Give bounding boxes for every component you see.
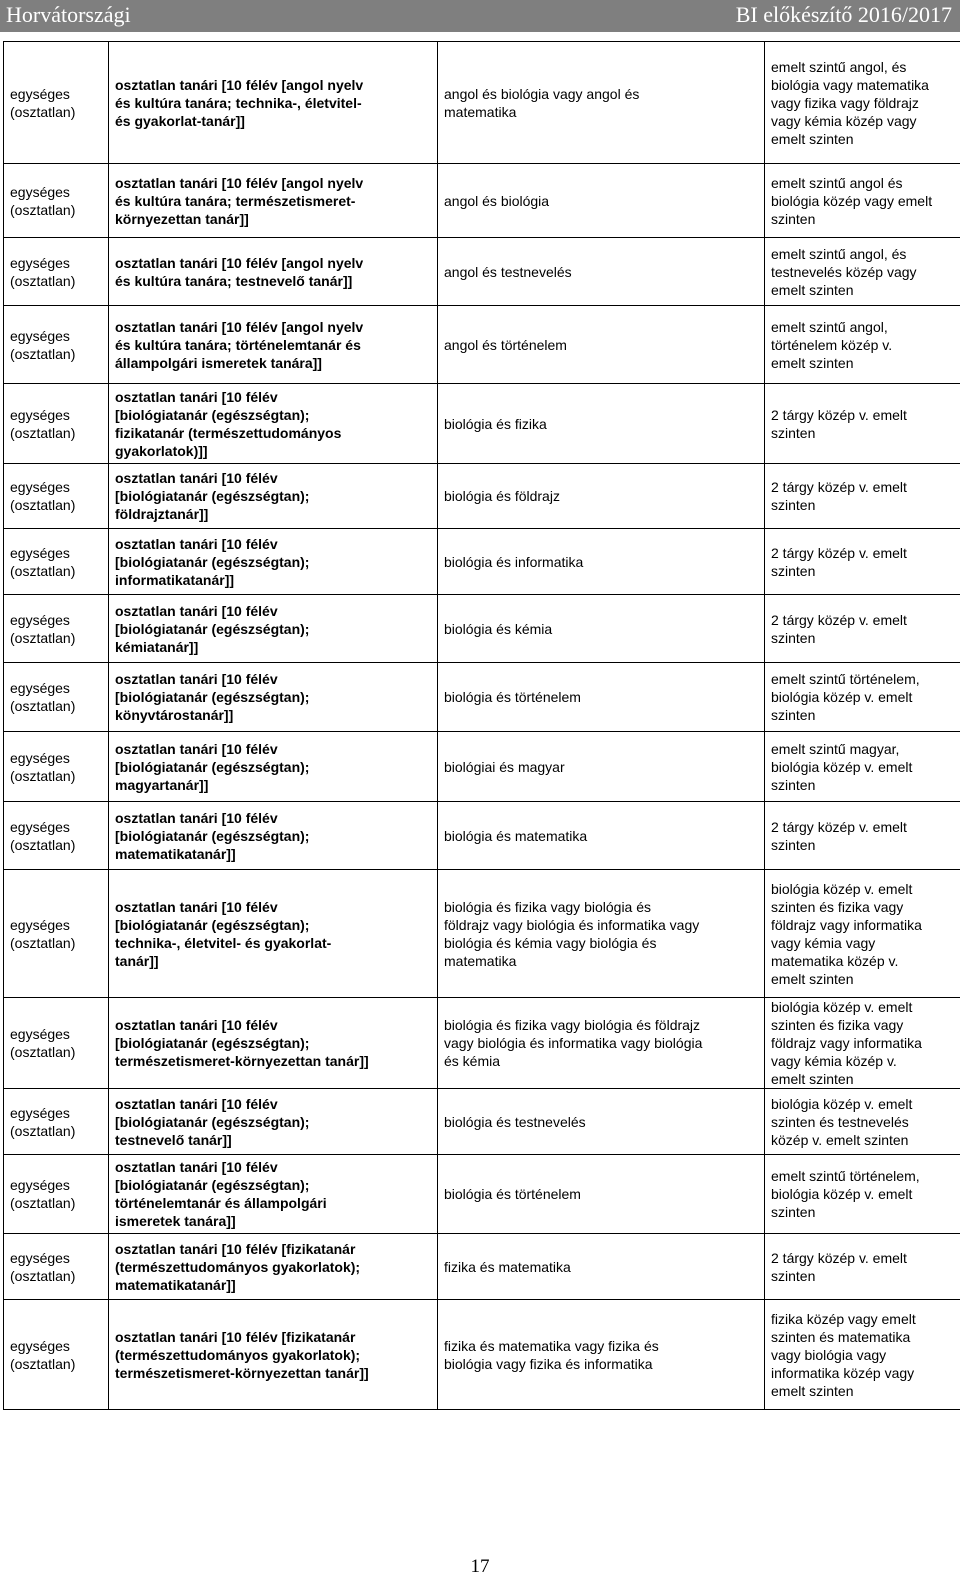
subjects-cell: biológia és informatika [438,529,765,595]
page-header [0,0,960,32]
program-name-cell: osztatlan tanári [10 félév [angol nyelv és kultúra tanára; technika-, életvitel- és gyakorlat-tanár]] [109,42,438,164]
program-type-cell: egységes (osztatlan) [4,1155,109,1234]
program-name-cell: osztatlan tanári [10 félév [angol nyelv és kultúra tanára; természetismeret- környezettan tanár]] [109,164,438,238]
programs-table [3,41,960,1410]
subjects-cell: biológia és fizika vagy biológia és földrajz vagy biológia és informatika vagy biológia és kémia [438,998,765,1089]
program-name-cell: osztatlan tanári [10 félév [biológiatanár (egészségtan); földrajztanár]] [109,464,438,529]
program-type-cell: egységes (osztatlan) [4,1300,109,1410]
levels-cell: biológia közép v. emelt szinten és fizika vagy földrajz vagy informatika vagy kémia közép v. emelt szinten [765,998,960,1089]
subjects-cell: angol és biológia [438,164,765,238]
subjects-cell: biológia és matematika [438,802,765,870]
table-row [4,529,960,595]
levels-cell: 2 tárgy közép v. emelt szinten [765,595,960,663]
table-row [4,384,960,464]
program-name-cell: osztatlan tanári [10 félév [fizikatanár (természettudományos gyakorlatok); matematikatanár]] [109,1234,438,1300]
program-type-cell: egységes (osztatlan) [4,306,109,384]
program-type-cell: egységes (osztatlan) [4,998,109,1089]
table-row [4,1300,960,1410]
subjects-cell: fizika és matematika [438,1234,765,1300]
levels-cell: 2 tárgy közép v. emelt szinten [765,1234,960,1300]
program-type-cell: egységes (osztatlan) [4,238,109,306]
programs-table-body [4,42,960,1410]
table-row [4,464,960,529]
program-name-cell: osztatlan tanári [10 félév [biológiatanár (egészségtan); kémiatanár]] [109,595,438,663]
program-type-cell: egységes (osztatlan) [4,529,109,595]
levels-cell: emelt szintű magyar, biológia közép v. emelt szinten [765,732,960,802]
table-row [4,164,960,238]
program-name-cell: osztatlan tanári [10 félév [biológiatanár (egészségtan); természetismeret-környezettan tanár]] [109,998,438,1089]
program-name-cell: osztatlan tanári [10 félév [biológiatanár (egészségtan); informatikatanár]] [109,529,438,595]
subjects-cell: angol és történelem [438,306,765,384]
program-type-cell: egységes (osztatlan) [4,164,109,238]
program-name-cell: osztatlan tanári [10 félév [biológiatanár (egészségtan); matematikatanár]] [109,802,438,870]
table-row [4,1089,960,1155]
subjects-cell: biológia és történelem [438,663,765,732]
table-row [4,306,960,384]
levels-cell: fizika közép vagy emelt szinten és matematika vagy biológia vagy informatika közép vagy emelt szinten [765,1300,960,1410]
subjects-cell: biológia és fizika vagy biológia és földrajz vagy biológia és informatika vagy biológia és kémia vagy biológia és matematika [438,870,765,998]
program-type-cell: egységes (osztatlan) [4,1234,109,1300]
levels-cell: emelt szintű angol, és testnevelés közép vagy emelt szinten [765,238,960,306]
table-row [4,595,960,663]
subjects-cell: biológia és történelem [438,1155,765,1234]
program-type-cell: egységes (osztatlan) [4,802,109,870]
program-type-cell: egységes (osztatlan) [4,663,109,732]
table-row [4,802,960,870]
table-row [4,732,960,802]
subjects-cell: biológia és testnevelés [438,1089,765,1155]
program-name-cell: osztatlan tanári [10 félév [biológiatanár (egészségtan); történelemtanár és állampolgári ismeretek tanára]] [109,1155,438,1234]
program-type-cell: egységes (osztatlan) [4,464,109,529]
program-name-cell: osztatlan tanári [10 félév [fizikatanár (természettudományos gyakorlatok); természetismeret-környezettan tanár]] [109,1300,438,1410]
levels-cell: biológia közép v. emelt szinten és fizika vagy földrajz vagy informatika vagy kémia vagy matematika közép v. emelt szinten [765,870,960,998]
levels-cell: emelt szintű angol és biológia közép vagy emelt szinten [765,164,960,238]
program-type-cell: egységes (osztatlan) [4,870,109,998]
levels-cell: biológia közép v. emelt szinten és testnevelés közép v. emelt szinten [765,1089,960,1155]
program-type-cell: egységes (osztatlan) [4,595,109,663]
table-row [4,870,960,998]
levels-cell: emelt szintű angol, és biológia vagy matematika vagy fizika vagy földrajz vagy kémia közép vagy emelt szinten [765,42,960,164]
program-name-cell: osztatlan tanári [10 félév [angol nyelv és kultúra tanára; történelemtanár és állampolgári ismeretek tanára]] [109,306,438,384]
levels-cell: emelt szintű angol, történelem közép v. emelt szinten [765,306,960,384]
program-name-cell: osztatlan tanári [10 félév [biológiatanár (egészségtan); technika-, életvitel- és gyakorlat- tanár]] [109,870,438,998]
subjects-cell: biológia és földrajz [438,464,765,529]
subjects-cell: biológia és fizika [438,384,765,464]
subjects-cell: fizika és matematika vagy fizika és biológia vagy fizika és informatika [438,1300,765,1410]
subjects-cell: biológiai és magyar [438,732,765,802]
page-number: 17 [470,1556,490,1577]
levels-cell: 2 tárgy közép v. emelt szinten [765,529,960,595]
table-row [4,998,960,1089]
program-type-cell: egységes (osztatlan) [4,42,109,164]
levels-cell: emelt szintű történelem, biológia közép v. emelt szinten [765,1155,960,1234]
table-row [4,1155,960,1234]
levels-cell: 2 tárgy közép v. emelt szinten [765,464,960,529]
program-type-cell: egységes (osztatlan) [4,1089,109,1155]
subjects-cell: angol és testnevelés [438,238,765,306]
program-name-cell: osztatlan tanári [10 félév [biológiatanár (egészségtan); fizikatanár (természettudományos gyakorlatok)]] [109,384,438,464]
subjects-cell: angol és biológia vagy angol és matematika [438,42,765,164]
table-row [4,238,960,306]
subjects-cell: biológia és kémia [438,595,765,663]
table-row [4,42,960,164]
program-name-cell: osztatlan tanári [10 félév [biológiatanár (egészségtan); könyvtárostanár]] [109,663,438,732]
program-name-cell: osztatlan tanári [10 félév [angol nyelv és kultúra tanára; testnevelő tanár]] [109,238,438,306]
table-row [4,1234,960,1300]
table-row [4,663,960,732]
levels-cell: 2 tárgy közép v. emelt szinten [765,802,960,870]
program-type-cell: egységes (osztatlan) [4,384,109,464]
levels-cell: emelt szintű történelem, biológia közép v. emelt szinten [765,663,960,732]
program-type-cell: egységes (osztatlan) [4,732,109,802]
program-name-cell: osztatlan tanári [10 félév [biológiatanár (egészségtan); testnevelő tanár]] [109,1089,438,1155]
program-name-cell: osztatlan tanári [10 félév [biológiatanár (egészségtan); magyartanár]] [109,732,438,802]
header-left-title: Horvátországi [6,2,131,27]
levels-cell: 2 tárgy közép v. emelt szinten [765,384,960,464]
header-right-title: BI előkészítő 2016/2017 [735,2,952,27]
